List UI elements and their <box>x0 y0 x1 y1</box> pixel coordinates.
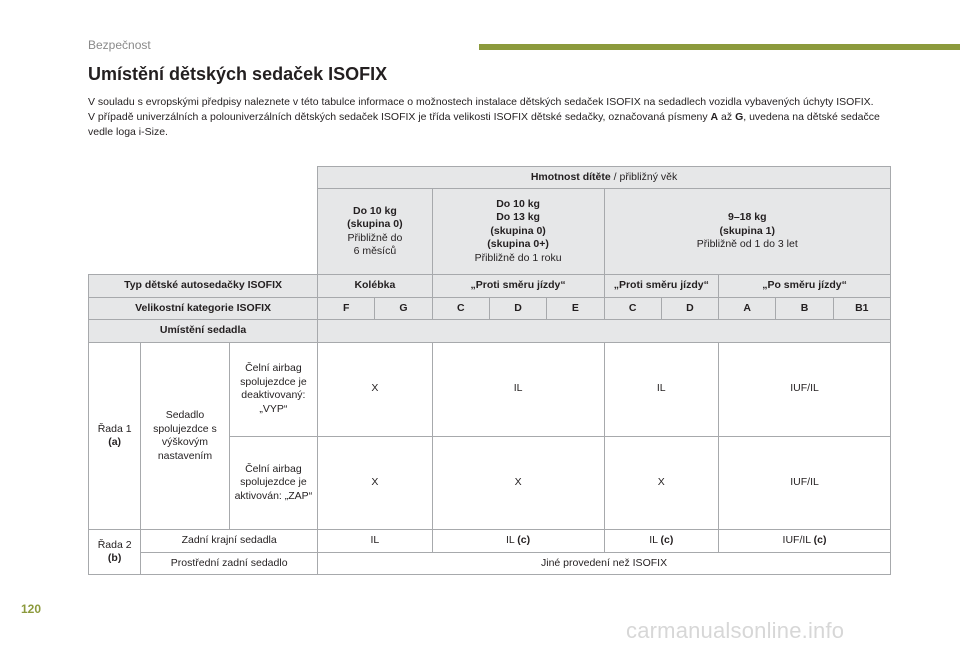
airbag-off-label: Čelní airbag spolujezdce je deaktivovaný: „VYP“ <box>229 342 317 436</box>
group-text: Do 13 kg <box>496 211 540 224</box>
value-cell: X <box>318 342 433 436</box>
value-cell: IL <box>604 342 719 436</box>
section-label: Bezpečnost <box>88 38 151 52</box>
table-corner <box>89 167 318 189</box>
group-text: 9–18 kg <box>727 211 767 224</box>
size-cell: E <box>547 298 604 320</box>
seat-position-header: Umístění sedadla <box>89 320 318 342</box>
row-label-text: Řada 1 <box>97 422 132 435</box>
group-text: (skupina 0+) <box>487 238 549 251</box>
size-row-label: Velikostní kategorie ISOFIX <box>89 298 318 320</box>
row-2-label <box>89 530 141 575</box>
intro-paragraph-1: V souladu s evropskými předpisy naleznete v této tabulce informace o možnostech instalace dětských sedaček ISOFIX na sedadlech vozidla vybavených úchyty ISOFIX. <box>88 96 874 108</box>
page-title: Umístění dětských sedaček ISOFIX <box>88 64 388 84</box>
page-number: 120 <box>21 602 42 616</box>
footnote-ref: (c) <box>660 534 674 547</box>
watermark: carmanualsonline.info <box>626 618 845 643</box>
intro-text-part: , uvedena na dětské sedačce vedle loga i-Size. <box>88 111 880 138</box>
value-cell: IL <box>318 530 433 552</box>
row-label-ref: (b) <box>107 552 122 565</box>
group-0-header <box>318 189 433 275</box>
row-label-ref: (a) <box>108 436 122 449</box>
size-cell: C <box>432 298 489 320</box>
value-cell: Jiné provedení než ISOFIX <box>318 552 891 574</box>
value-cell: IL <box>432 342 604 436</box>
value-text: IL <box>649 534 658 547</box>
rear-outer-seats: Zadní krajní sedadla <box>141 530 318 552</box>
intro-letter-a: A <box>710 111 719 123</box>
value-cell <box>719 530 891 552</box>
type-cell: „Proti směru jízdy“ <box>432 275 604 298</box>
group-text: (skupina 1) <box>719 224 775 237</box>
value-cell: IUF/IL <box>719 342 891 436</box>
weight-header-bold: Hmotnost dítěte <box>530 170 611 183</box>
group-0plus-header <box>432 189 604 275</box>
front-passenger-seat: Sedadlo spolujezdce s výškovým nastavením <box>141 342 229 530</box>
seat-position-header-fill <box>318 320 891 342</box>
value-text: IL <box>506 534 515 547</box>
intro-text-part: až <box>718 111 736 123</box>
type-cell: „Proti směru jízdy“ <box>604 275 719 298</box>
section-accent-bar <box>479 44 960 50</box>
group-text: Do 10 kg <box>496 197 540 210</box>
footnote-ref: (c) <box>813 534 827 547</box>
row-label-text: Řada 2 <box>97 538 132 551</box>
group-text: (skupina 0) <box>347 218 403 231</box>
table-corner <box>89 189 318 275</box>
size-cell: B1 <box>833 298 890 320</box>
value-cell <box>604 530 719 552</box>
row-1-label <box>89 342 141 530</box>
type-cell: Kolébka <box>318 275 433 298</box>
intro-paragraph-2 <box>88 111 880 138</box>
weight-header <box>318 167 891 189</box>
size-cell: D <box>661 298 718 320</box>
group-text: Do 10 kg <box>352 204 397 217</box>
type-row-label: Typ dětské autosedačky ISOFIX <box>89 275 318 298</box>
intro-text-part: V případě univerzálních a polouniverzálních dětských sedaček ISOFIX je třída velikosti ISOFIX dětské sedačky, označovaná písmeny <box>88 111 711 123</box>
size-cell: A <box>719 298 776 320</box>
group-text: 6 měsíců <box>353 245 397 258</box>
value-cell: X <box>432 436 604 530</box>
group-text: (skupina 0) <box>490 224 546 237</box>
value-cell <box>432 530 604 552</box>
size-cell: F <box>318 298 375 320</box>
size-cell: D <box>489 298 546 320</box>
size-cell: B <box>776 298 833 320</box>
airbag-on-label: Čelní airbag spolujezdce je aktivován: „ZAP“ <box>229 436 317 530</box>
value-cell: X <box>318 436 433 530</box>
group-text: Přibližně od 1 do 3 let <box>696 238 798 251</box>
value-cell: IUF/IL <box>719 436 891 530</box>
group-1-header <box>604 189 891 275</box>
intro-letter-g: G <box>735 111 744 123</box>
footnote-ref: (c) <box>517 534 531 547</box>
isofix-table <box>88 166 891 575</box>
group-text: Přibližně do 1 roku <box>474 251 562 264</box>
intro-text <box>88 95 888 140</box>
value-cell: X <box>604 436 719 530</box>
type-cell: „Po směru jízdy“ <box>719 275 891 298</box>
value-text: IUF/IL <box>782 534 811 547</box>
rear-middle-seat: Prostřední zadní sedadlo <box>141 552 318 574</box>
weight-header-rest: / přibližný věk <box>610 170 678 183</box>
group-text: Přibližně do <box>347 231 403 244</box>
size-cell: C <box>604 298 661 320</box>
size-cell: G <box>375 298 432 320</box>
